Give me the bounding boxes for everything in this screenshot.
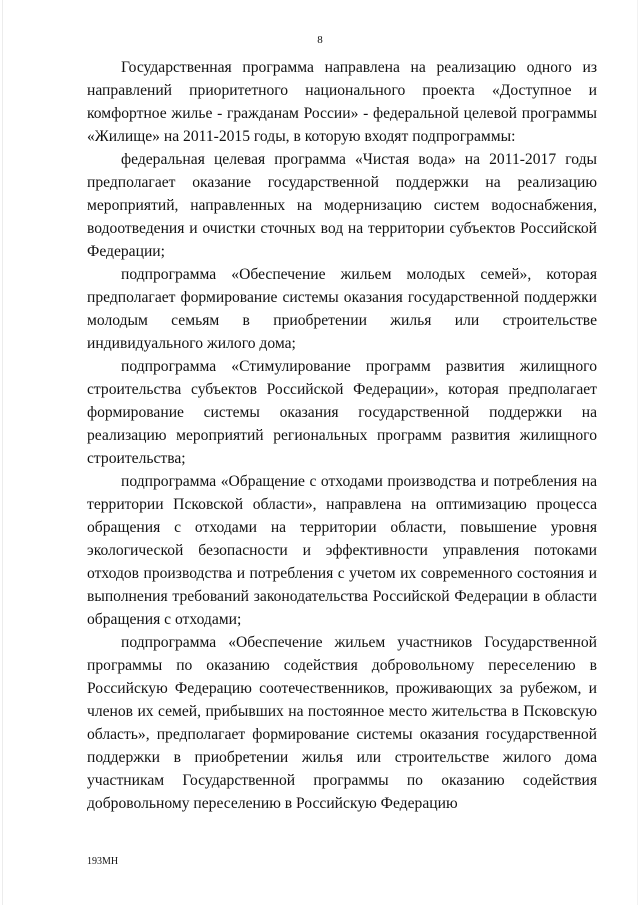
paragraph-clean-water: федеральная целевая программа «Чистая вода» на 2011-2017 годы предполагает оказание государственной поддержки на реализацию мероприятий, направленных на модернизацию систем водоснабжения, водоотведения и очистки сточных вод на территории субъектов Российской Федерации; (87, 151, 597, 260)
scan-edge-left (2, 0, 3, 905)
paragraph-young-families: подпрограмма «Обеспечение жильем молодых семей», которая предполагает формирование системы оказания государственной поддержки молодым семьям в приобретении жилья или строительстве индивидуального жилого дома; (87, 266, 597, 352)
document-code: 193МН (87, 856, 119, 867)
paragraph-waste-management: подпрограмма «Обращение с отходами производства и потребления на территории Псковской области», направлена на оптимизацию процесса обращения с отходами на территории области, повышение уровня экологической безопасности и эффективности управления потоками отходов производства и потребления с учетом их современного состояния и выполнения требований законодательства Российской Федерации в области обращения с отходами; (87, 473, 597, 628)
body-text (87, 56, 597, 815)
paragraph-intro: Государственная программа направлена на реализацию одного из направлений приоритетного национального проекта «Доступное и комфортное жилье - гражданам России» - федеральной целевой программы «Жилище» на 2011-2015 годы, в которую входят подпрограммы: (87, 59, 597, 145)
paragraph-compatriots-housing: подпрограмма «Обеспечение жильем участников Государственной программы по оказанию содействия добровольному переселению в Российскую Федерацию соотечественников, проживающих за рубежом, и членов их семей, прибывших на постоянное место жительства в Псковскую область», предполагает формирование системы оказания государственной поддержки в приобретении жилья или строительстве жилого дома участникам Государственной программы по оказанию содействия добровольному переселению в Российскую Федерацию (87, 634, 597, 812)
paragraph-housing-construction: подпрограмма «Стимулирование программ развития жилищного строительства субъектов Российской Федерации», которая предполагает формирование системы оказания государственной поддержки на реализацию мероприятий региональных программ развития жилищного строительства; (87, 358, 597, 467)
scan-edge-right (637, 0, 638, 905)
page-number: 8 (317, 34, 323, 46)
